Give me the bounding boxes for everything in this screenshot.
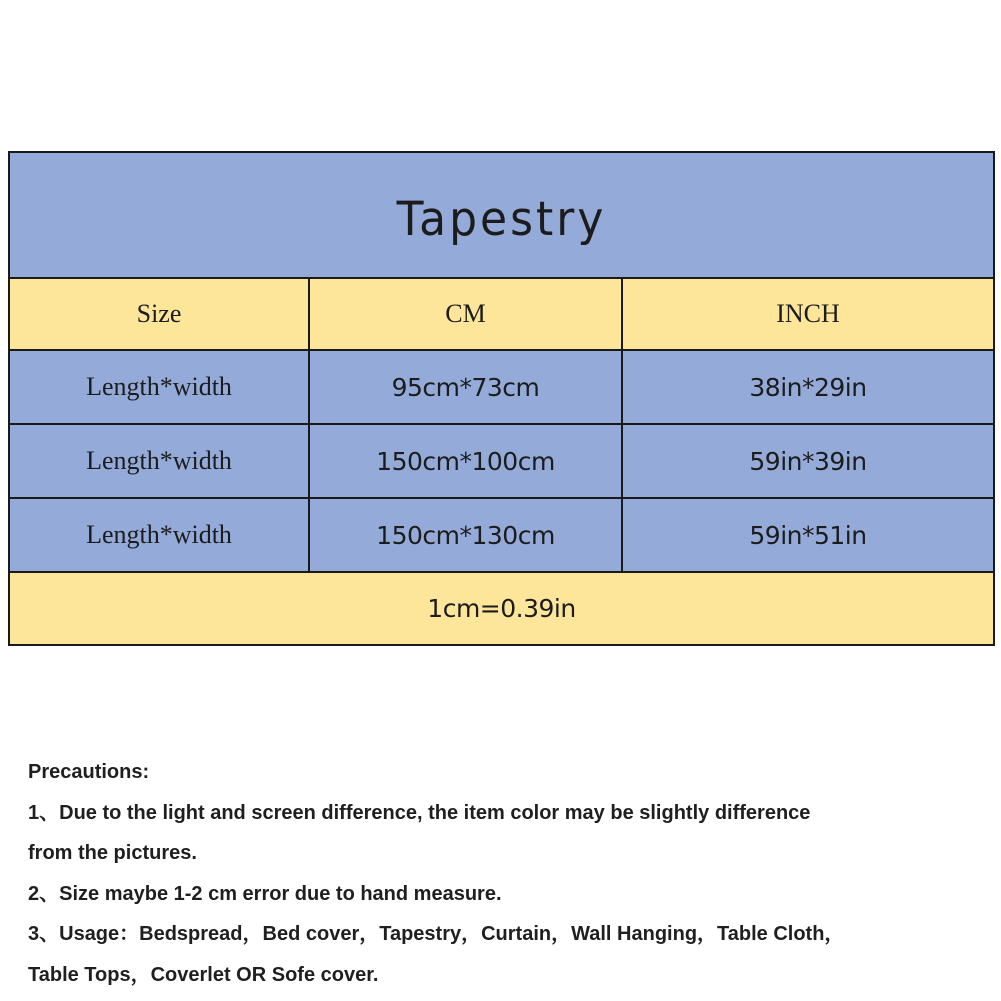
table-cell-size: Length*width [9, 350, 309, 424]
table-cell-cm: 95cm*73cm [309, 350, 622, 424]
column-header-inch: INCH [622, 278, 994, 350]
table-cell-inch: 59in*51in [622, 498, 994, 572]
table-row [9, 350, 994, 424]
precaution-item-3-line-1: 3、Usage：Bedspread，Bed cover，Tapestry，Curtain，Wall Hanging，Table Cloth， [28, 923, 845, 945]
chart-title-text: Tapestry [396, 191, 607, 247]
table-cell-cm: 150cm*130cm [309, 498, 622, 572]
column-header-size: Size [9, 278, 309, 350]
precaution-item-2: 2、Size maybe 1-2 cm error due to hand measure. [28, 882, 502, 905]
precaution-item-1-line-2: from the pictures. [28, 842, 197, 864]
size-chart-table [8, 151, 995, 646]
table-cell-inch: 59in*39in [622, 424, 994, 498]
title-row [9, 152, 994, 278]
table-row [9, 498, 994, 572]
header-row [9, 278, 994, 350]
table-cell-size: Length*width [9, 424, 309, 498]
precautions-heading: Precautions: [28, 761, 150, 783]
precaution-item-1-line-1: 1、Due to the light and screen difference, the item color may be slightly difference [28, 801, 811, 824]
conversion-row [9, 572, 994, 645]
precautions-section [28, 752, 978, 995]
table-cell-inch: 38in*29in [622, 350, 994, 424]
table-cell-size: Length*width [9, 498, 309, 572]
table-cell-cm: 150cm*100cm [309, 424, 622, 498]
column-header-cm: CM [309, 278, 622, 350]
chart-title [9, 152, 994, 278]
conversion-note: 1cm=0.39in [9, 572, 994, 645]
precaution-item-3-line-2: Table Tops，Coverlet OR Sofe cover. [28, 963, 379, 986]
table-row [9, 424, 994, 498]
